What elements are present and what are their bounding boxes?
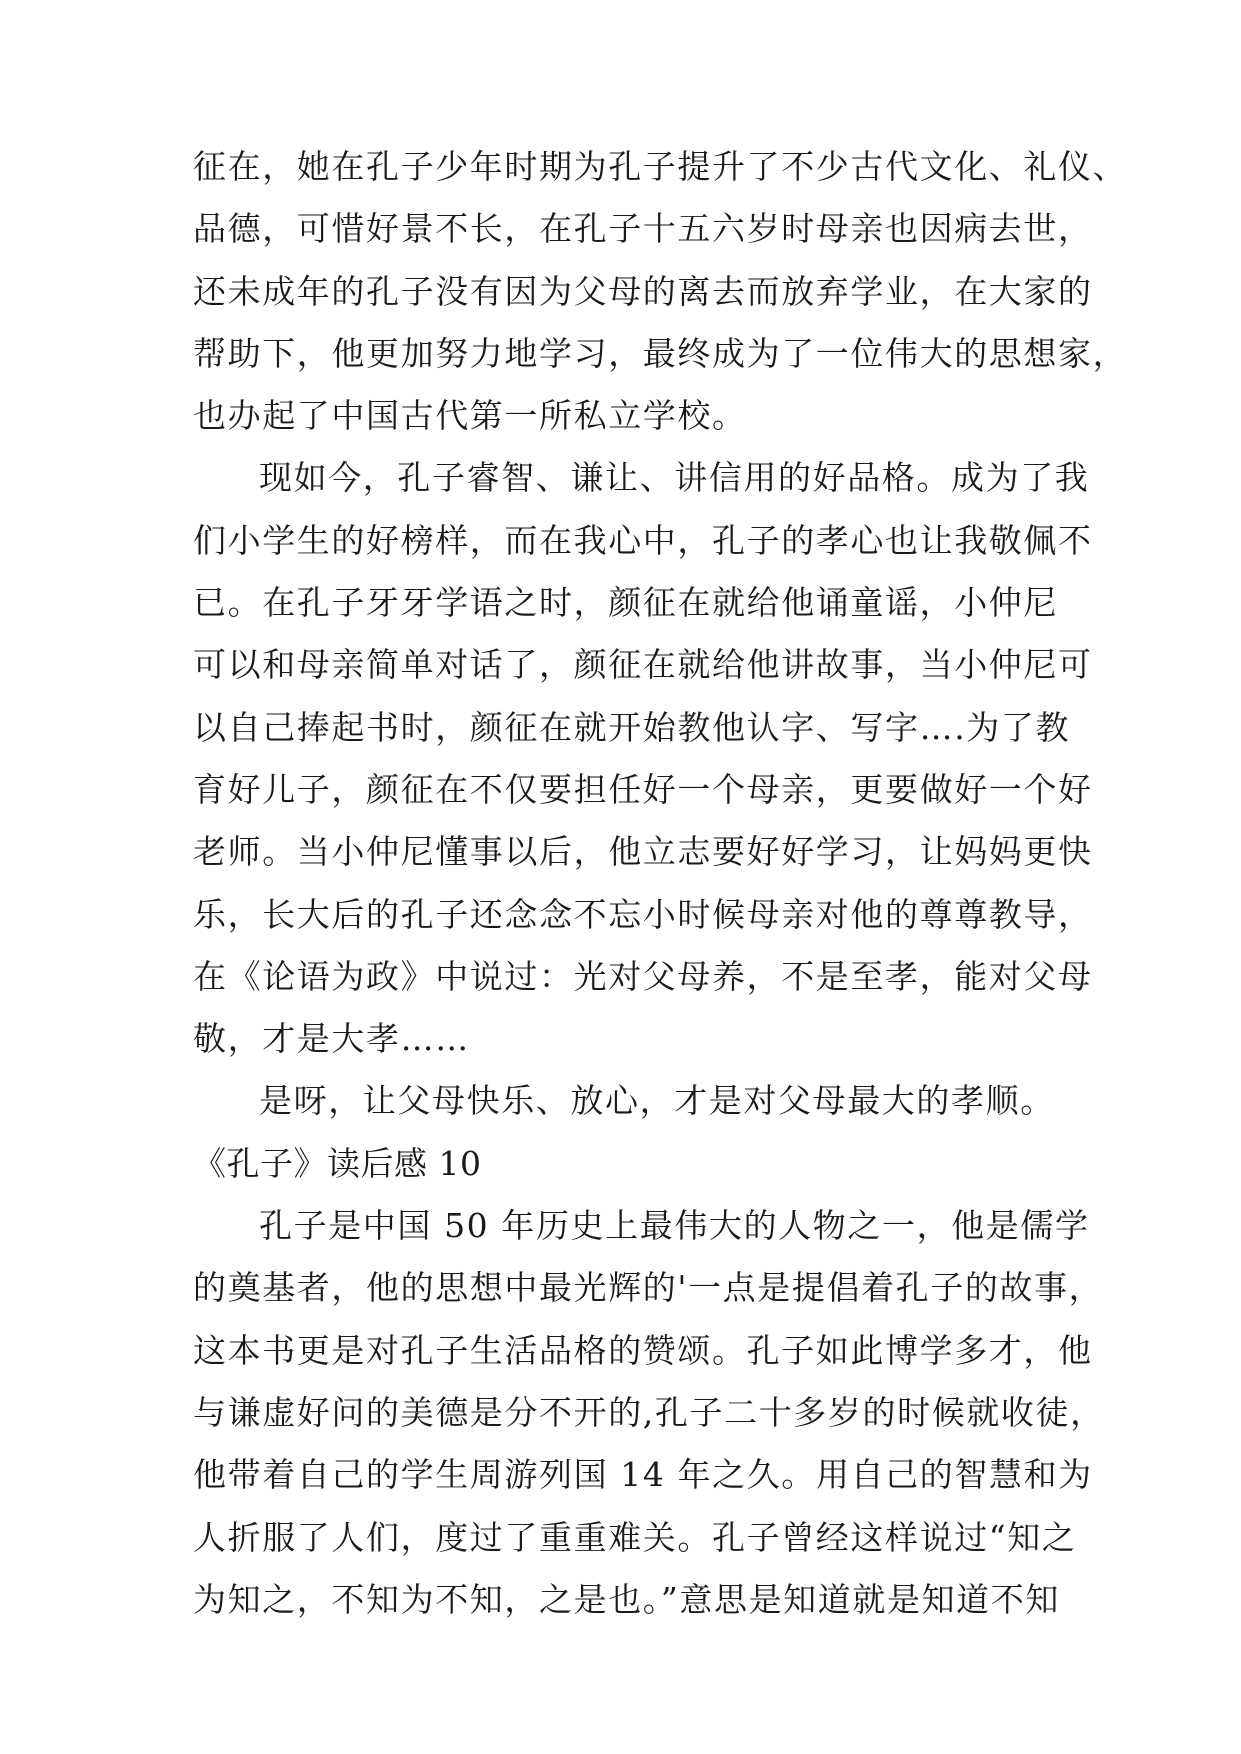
- text-line: 们小学生的好榜样，而在我心中，孔子的孝心也让我敬佩不: [193, 520, 1093, 560]
- text-line: 老师。当小仲尼懂事以后，他立志要好好学习，让妈妈更快: [193, 832, 1093, 872]
- text-line: 他带着自己的学生周游列国 14 年之久。用自己的智慧和为: [193, 1455, 1093, 1495]
- text-line: 为知之，不知为不知，之是也。”意思是知道就是知道不知: [193, 1579, 1060, 1619]
- text-line: 孔子是中国 50 年历史上最伟大的人物之一，他是儒学: [259, 1206, 1090, 1246]
- text-line: 征在，她在孔子少年时期为孔子提升了不少古代文化、礼仪、: [193, 147, 1128, 186]
- paragraph: [193, 1070, 1055, 1132]
- text-line: 品德，可惜好景不长，在孔子十五六岁时母亲也因病去世，: [193, 209, 1093, 249]
- text-line: 乐，长大后的孔子还念念不忘小时候母亲对他的尊尊教导，: [193, 894, 1093, 934]
- text-line: 还未成年的孔子没有因为父母的离去而放弃学业，在大家的: [193, 271, 1093, 311]
- text-line: 敬，才是大孝……: [193, 1019, 470, 1059]
- text-line: 也办起了中国古代第一所私立学校。: [193, 396, 747, 436]
- text-line: 现如今，孔子睿智、谦让、讲信用的好品格。成为了我: [259, 458, 1090, 498]
- text-line: 这本书更是对孔子生活品格的赞颂。孔子如此博学多才，他: [193, 1330, 1093, 1370]
- text-line: 与谦虚好问的美德是分不开的,孔子二十多岁的时候就收徒，: [193, 1392, 1105, 1432]
- text-line: 人折服了人们，度过了重重难关。孔子曾经这样说过“知之: [193, 1517, 1077, 1557]
- paragraph: [193, 447, 1093, 1070]
- text-line: 以自己捧起书时，颜征在就开始教他认字、写字….为了教: [193, 707, 1071, 747]
- paragraph: [193, 1195, 1105, 1631]
- heading-text: 《孔子》读后感 10: [193, 1143, 482, 1183]
- text-line: 帮助下，他更加努力地学习，最终成为了一位伟大的思想家，: [193, 333, 1128, 373]
- text-line: 的奠基者，他的思想中最光辉的'一点是提倡着孔子的故事，: [193, 1268, 1104, 1308]
- paragraph: [193, 136, 1128, 447]
- text-column: [193, 136, 1128, 1631]
- text-line: 可以和母亲简单对话了，颜征在就给他讲故事，当小仲尼可: [193, 645, 1093, 685]
- text-line: 是呀，让父母快乐、放心，才是对父母最大的孝顺。: [259, 1081, 1055, 1121]
- text-line: 已。在孔子牙牙学语之时，颜征在就给他诵童谣，小仲尼: [193, 583, 1058, 623]
- text-line: 在《论语为政》中说过：光对父母养，不是至孝，能对父母: [193, 956, 1093, 996]
- section-heading: [193, 1133, 1055, 1195]
- text-line: 育好儿子，颜征在不仅要担任好一个母亲，更要做好一个好: [193, 769, 1093, 809]
